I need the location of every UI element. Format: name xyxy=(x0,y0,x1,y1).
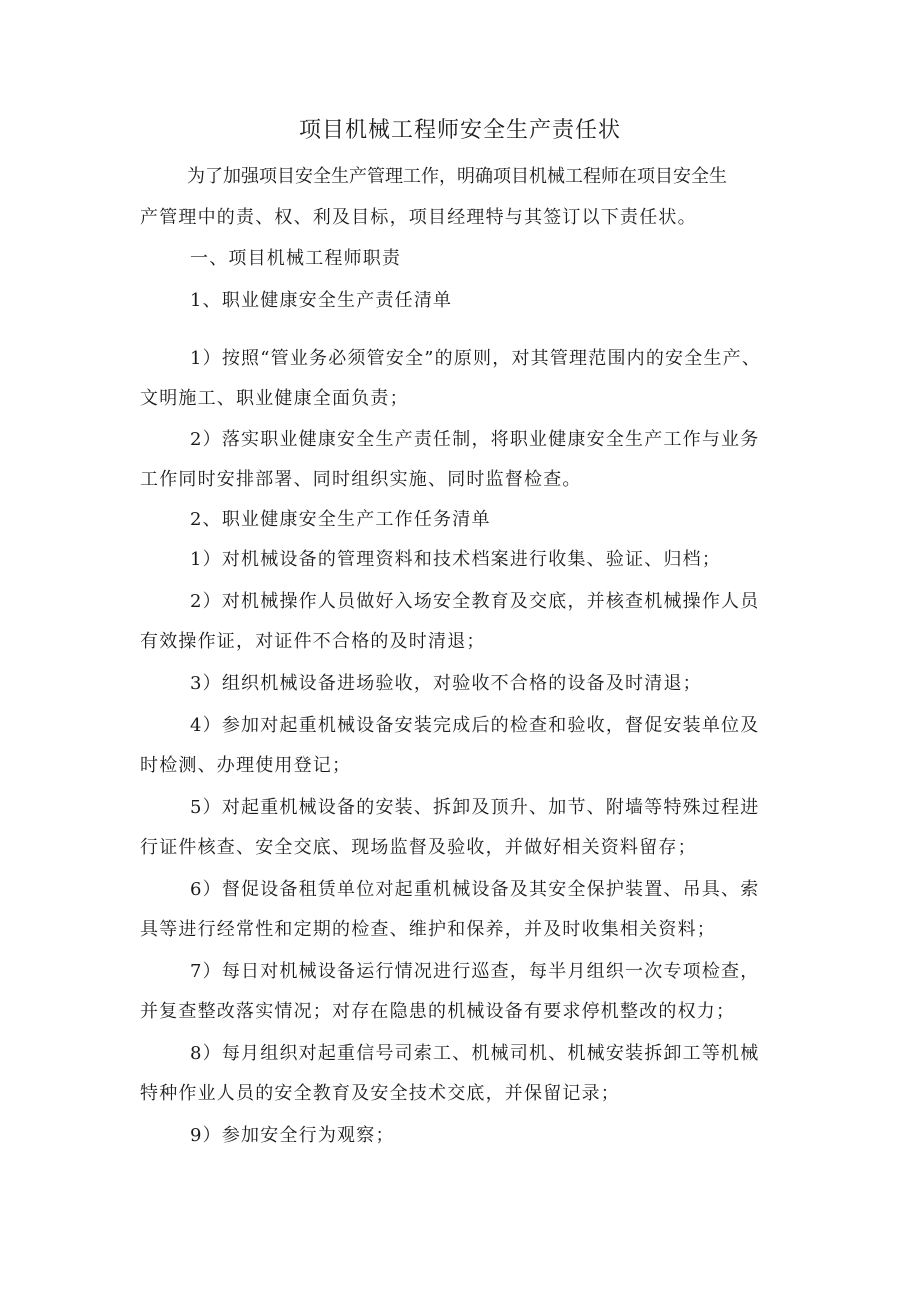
responsibility-item-1-line-2: 文明施工、职业健康全面负责； xyxy=(140,388,409,409)
task-item-6-line-1: 6）督促设备租赁单位对起重机械设备及其安全保护装置、吊具、索 xyxy=(190,879,760,900)
task-item-7-line-2: 并复查整改落实情况；对存在隐患的机械设备有要求停机整改的权力； xyxy=(140,1001,736,1022)
responsibility-item-2-line-2: 工作同时安排部署、同时组织实施、同时监督检查。 xyxy=(140,469,582,490)
intro-line-2: 产管理中的责、权、利及目标，项目经理特与其签订以下责任状。 xyxy=(140,207,697,228)
task-item-5-line-1: 5）对起重机械设备的安装、拆卸及顶升、加节、附墙等特殊过程进 xyxy=(190,797,760,818)
task-item-8-line-2: 特种作业人员的安全教育及安全技术交底，并保留记录； xyxy=(140,1083,620,1104)
task-item-2-line-2: 有效操作证，对证件不合格的及时清退； xyxy=(140,631,486,652)
task-item-8-line-1: 8）每月组织对起重信号司索工、机械司机、机械安装拆卸工等机械 xyxy=(190,1043,760,1064)
intro-line-1 xyxy=(187,162,783,192)
task-item-9-line-1: 9）参加安全行为观察； xyxy=(190,1125,395,1146)
task-item-4-line-1: 4）参加对起重机械设备安装完成后的检查和验收，督促安装单位及 xyxy=(190,715,760,736)
section-heading: 一、项目机械工程师职责 xyxy=(190,248,402,269)
subsection-heading-1: 1、职业健康安全生产责任清单 xyxy=(190,290,453,311)
subsection-heading-2: 2、职业健康安全生产工作任务清单 xyxy=(190,509,491,530)
responsibility-item-2-line-1: 2）落实职业健康安全生产责任制，将职业健康安全生产工作与业务 xyxy=(190,429,760,450)
intro-line-1-text: 为了加强项目安全生产管理工作，明确项目机械工程师在项目安全生 xyxy=(187,166,727,187)
document-title: 项目机械工程师安全生产责任状 xyxy=(298,118,621,143)
task-item-3-line-1: 3）组织机械设备进场验收，对验收不合格的设备及时清退； xyxy=(190,673,702,694)
task-item-6-line-2: 具等进行经常性和定期的检查、维护和保养，并及时收集相关资料； xyxy=(140,919,716,940)
task-item-1-line-1: 1）对机械设备的管理资料和技术档案进行收集、验证、归档； xyxy=(190,549,722,570)
task-item-5-line-2: 行证件核查、安全交底、现场监督及验收，并做好相关资料留存； xyxy=(140,837,697,858)
task-item-4-line-2: 时检测、办理使用登记； xyxy=(140,755,352,776)
responsibility-item-1-line-1: 1）按照“管业务必须管安全”的原则，对其管理范围内的安全生产、 xyxy=(190,348,762,369)
task-item-2-line-1: 2）对机械操作人员做好入场安全教育及交底，并核查机械操作人员 xyxy=(190,591,760,612)
task-item-7-line-1: 7）每日对机械设备运行情况进行巡查，每半月组织一次专项检查， xyxy=(190,961,760,982)
